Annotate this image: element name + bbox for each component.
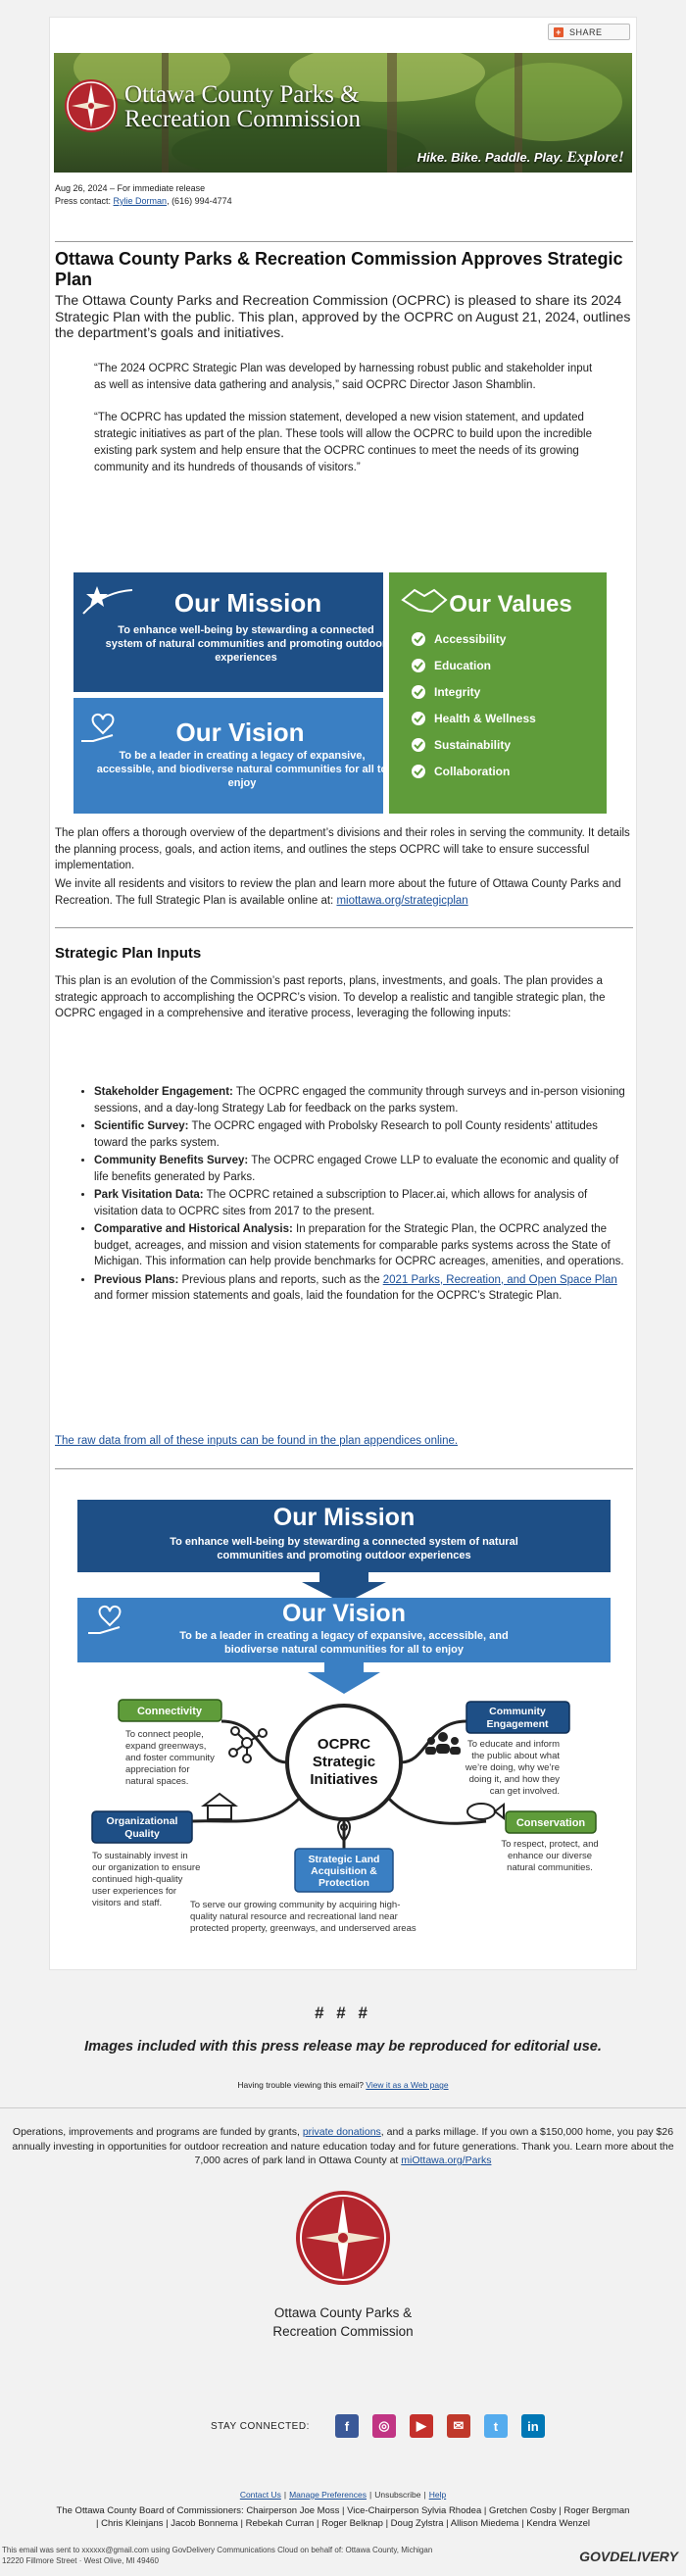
- value-item: Health & Wellness: [434, 712, 536, 725]
- facebook-icon[interactable]: f: [335, 2414, 359, 2438]
- board-list: The Ottawa County Board of Commissioners: Chairperson Joe Moss | Vice-Chairperson Sylvia Rhodea | Gretchen Cosby | Roger Bergman | Chris Kleinjans | Jacob Bonnema | Rebekah Curran | Roger Belknap | Doug Zylstra | Allison Miedema | Kendra Wenzel: [56, 2505, 630, 2529]
- org-quality-title: Organizational: [106, 1815, 178, 1827]
- ocprc-logo-icon: [64, 78, 119, 133]
- list-item: • Community Benefits Survey: The OCPRC engaged Crowe LLP to evaluate the economic and quality of life benefits generated by Parks.: [94, 1153, 628, 1185]
- initiative-description: quality natural resource and recreational land near: [190, 1911, 398, 1922]
- invite-paragraph: We invite all residents and visitors to review the plan and learn more about the future of Ottawa County Parks and Recreation. The full Strategic Plan is available online at: miottawa.org/strategicplan: [55, 878, 621, 907]
- mission-card-title: Our Mission: [173, 588, 322, 618]
- end-marks: # # #: [315, 2004, 371, 2022]
- land-title: Acquisition &: [311, 1865, 377, 1877]
- inputs-intro: This plan is an evolution of the Commission’s past reports, plans, investments, and goals. The plan provides a strategic approach to accomplishing the OCPRC’s vision. To develop a realistic and tangible strategic plan, the OCPRC engaged in a comprehensive and iterative process, leveraging the following inputs:: [55, 975, 606, 1019]
- quote-director: “The 2024 OCPRC Strategic Plan was developed by harnessing robust public and stakeholder input as well as intensive data gathering and analysis,” said OCPRC Director Jason Shamblin.: [94, 363, 593, 391]
- initiative-description: To respect, protect, and: [501, 1839, 599, 1850]
- divider: [0, 2107, 686, 2108]
- initiative-description: appreciation for: [125, 1764, 190, 1775]
- reproduce-notice: Images included with this press release may be reproduced for editorial use.: [84, 2039, 602, 2055]
- initiative-description: continued high-quality: [92, 1874, 183, 1885]
- initiative-description: expand greenways,: [125, 1741, 207, 1752]
- help-link[interactable]: Help: [428, 2490, 447, 2500]
- initiative-description: and foster community: [125, 1753, 215, 1763]
- graphic-vision-text: To be a leader in creating a legacy of expansive, accessible, and: [179, 1630, 509, 1642]
- value-item: Integrity: [434, 685, 481, 699]
- stay-connected: [211, 2414, 545, 2438]
- check-icon: [412, 685, 425, 699]
- values-card-title: Our Values: [449, 591, 572, 618]
- youtube-icon[interactable]: ▶: [410, 2414, 433, 2438]
- parks-site-link[interactable]: miOttawa.org/Parks: [401, 2155, 492, 2166]
- initiative-description: To educate and inform: [466, 1739, 560, 1750]
- vision-card-title: Our Vision: [175, 718, 305, 747]
- graphic-mission-text: To enhance well-being by stewarding a connected system of natural: [170, 1536, 518, 1548]
- divider: [55, 1468, 633, 1469]
- previous-plan-link[interactable]: 2021 Parks, Recreation, and Open Space Plan: [382, 1273, 617, 1286]
- divider: [55, 241, 633, 242]
- initiative-description: protected property, greenways, and underserved areas: [190, 1923, 416, 1934]
- contact-us-link[interactable]: Contact Us: [239, 2490, 281, 2500]
- footer-org-name: Ottawa County Parks & Recreation Commission: [272, 2305, 414, 2339]
- house-icon: [204, 1794, 235, 1819]
- check-icon: [412, 659, 425, 672]
- initiative-description: enhance our diverse: [507, 1851, 593, 1861]
- mission-values-graphic: [74, 572, 607, 814]
- people-icon: [425, 1732, 461, 1755]
- quote-mission: “The OCPRC has updated the mission statement, developed a new vision statement, and updated strategic initiatives as part of the plan. These tools will allow the OCPRC to build upon the incredible existing park system and help ensure that the OCPRC continues to meet the needs of its growing community and its hundreds of thousands of visitors.”: [94, 412, 592, 473]
- community-title: Community: [489, 1706, 546, 1717]
- initiative-description: visitors and staff.: [92, 1898, 163, 1908]
- hub-label: Strategic: [312, 1754, 376, 1770]
- graphic-mission-title: Our Mission: [272, 1504, 416, 1531]
- check-icon: [412, 632, 425, 646]
- press-contact-link[interactable]: Rylie Dorman: [113, 196, 168, 206]
- strategic-plan-link[interactable]: miottawa.org/strategicplan: [336, 894, 468, 907]
- sent-notice: This email was sent to xxxxxx@gmail.com using GovDelivery Communications Cloud on behalf of: Ottawa County, Michigan 12220 Fillmore Street · West Olive, MI 49460: [2, 2546, 433, 2565]
- mission-card-text: To enhance well-being by stewarding a connected system of natural communities and promoting outdoor experiences: [105, 624, 387, 664]
- initiative-description: can get involved.: [489, 1786, 560, 1797]
- banner-tagline: Hike. Bike. Paddle. Play. Explore!: [416, 149, 624, 166]
- header-banner: [54, 53, 632, 173]
- initiative-description: our organization to ensure: [92, 1862, 201, 1873]
- govdelivery-logo: GOVDELIVERY: [579, 2549, 678, 2564]
- fish-icon: [467, 1804, 504, 1819]
- down-arrow-icon: [308, 1662, 380, 1694]
- initiative-description: user experiences for: [92, 1886, 177, 1897]
- lead-paragraph: The Ottawa County Parks and Recreation Commission (OCPRC) is pleased to share its 2024 Strategic Plan with the public. This plan, approved by the OCPRC on August 21, 2024, outlines the department’s goals and initiatives.: [55, 292, 631, 340]
- hub-label: OCPRC: [317, 1736, 371, 1753]
- headline: Ottawa County Parks & Recreation Commission Approves Strategic Plan: [55, 249, 623, 289]
- list-item: • Park Visitation Data: The OCPRC retained a subscription to Placer.ai, which allows for analysis of visitation data to OCPRC sites from 2017 to the present.: [94, 1187, 628, 1219]
- check-icon: [412, 738, 425, 752]
- initiative-description: doing it, and how they: [468, 1774, 560, 1785]
- org-quality-title: Quality: [124, 1828, 160, 1840]
- footer-logo-icon: [294, 2189, 392, 2287]
- list-item: • Previous Plans: Previous plans and reports, such as the 2021 Parks, Recreation, and Open Space Plan and former mission statements and goals, laid the foundation for the OCPRC’s Strategic Plan.: [94, 1272, 628, 1305]
- plan-overview-paragraph: The plan offers a thorough overview of the department’s divisions and their roles in serving the community. It details the planning process, goals, and action items, and outlines the steps OCPRC will take to ensure successful implementation.: [55, 827, 630, 871]
- share-button[interactable]: + SHARE: [548, 24, 630, 40]
- divider: [55, 927, 633, 928]
- conservation-title: Conservation: [515, 1817, 586, 1829]
- value-item: Education: [434, 659, 492, 672]
- connectivity-title: Connectivity: [136, 1706, 203, 1717]
- value-item: Collaboration: [434, 765, 511, 778]
- linkedin-icon[interactable]: in: [521, 2414, 545, 2438]
- donations-link[interactable]: private donations: [302, 2126, 381, 2138]
- graphic-vision-text: biodiverse natural communities for all to enjoy: [224, 1644, 464, 1656]
- land-title: Protection: [318, 1877, 369, 1889]
- plus-icon: +: [554, 27, 564, 37]
- stay-connected-label: STAY CONNECTED:: [211, 2420, 310, 2432]
- list-item: • Scientific Survey: The OCPRC engaged with Probolsky Research to poll County residents’ attitudes toward the parks system.: [94, 1118, 628, 1151]
- value-item: Sustainability: [434, 738, 512, 752]
- check-icon: [412, 765, 425, 778]
- hub-label: Initiatives: [310, 1771, 378, 1788]
- email-icon[interactable]: ✉: [447, 2414, 470, 2438]
- strategic-initiatives-graphic: [74, 1496, 613, 1968]
- initiative-description: natural spaces.: [125, 1776, 189, 1787]
- initiative-description: we’re doing, why we’re: [465, 1762, 560, 1773]
- dateline: Aug 26, 2024 – For immediate release Press contact: Rylie Dorman, (616) 994-4774: [55, 183, 232, 206]
- graphic-vision-title: Our Vision: [282, 1600, 406, 1627]
- land-title: Strategic Land: [308, 1854, 380, 1865]
- funding-paragraph: Operations, improvements and programs are funded by grants, private donations, and a parks millage. If you own a $150,000 home, you pay $26 annually investing in opportunities for outdoor recreation and nature education today and for future generations. Thank you. Learn more about the 7,000 acres of park land in Ottawa County at miOttawa.org/Parks: [12, 2126, 674, 2166]
- list-item: • Comparative and Historical Analysis: In preparation for the Strategic Plan, the OCPRC analyzed the budget, acreages, and mission and vision statements for comparable parks systems across the State of Michigan. This information can help provide benchmarks for OCPRC acreages, amenities, and operations.: [94, 1221, 628, 1270]
- manage-preferences-link[interactable]: Manage Preferences: [289, 2490, 367, 2500]
- raw-data-link[interactable]: The raw data from all of these inputs can be found in the plan appendices online.: [55, 1435, 459, 1447]
- web-view-note: Having trouble viewing this email? View it as a Web page: [237, 2080, 449, 2090]
- initiative-description: To connect people,: [125, 1729, 204, 1740]
- inputs-list: [94, 1084, 628, 1307]
- email-card: [49, 17, 637, 1970]
- web-page-link[interactable]: View it as a Web page: [366, 2080, 449, 2090]
- inputs-heading: Strategic Plan Inputs: [55, 945, 202, 962]
- vision-card-text: To be a leader in creating a legacy of expansive, accessible, and biodiverse natural communities for all to enjoy: [96, 750, 388, 789]
- footer-links: Contact Us | Manage Preferences | Unsubscribe | Help: [239, 2490, 447, 2500]
- instagram-icon[interactable]: ◎: [372, 2414, 396, 2438]
- twitter-icon[interactable]: t: [484, 2414, 508, 2438]
- initiative-description: To sustainably invest in: [92, 1851, 188, 1861]
- graphic-mission-text: communities and promoting outdoor experiences: [217, 1550, 471, 1561]
- initiative-description: the public about what: [471, 1751, 560, 1761]
- check-icon: [412, 712, 425, 725]
- unsubscribe-link[interactable]: Unsubscribe: [374, 2490, 421, 2500]
- community-title: Engagement: [486, 1718, 549, 1730]
- list-item: • Stakeholder Engagement: The OCPRC engaged the community through surveys and in-person visioning sessions, and a day-long Strategy Lab for feedback on the parks system.: [94, 1084, 628, 1116]
- initiative-description: To serve our growing community by acquiring high-: [190, 1900, 401, 1910]
- value-item: Accessibility: [434, 632, 507, 646]
- initiative-description: natural communities.: [507, 1862, 593, 1873]
- banner-title: Ottawa County Parks & Recreation Commission: [124, 81, 361, 132]
